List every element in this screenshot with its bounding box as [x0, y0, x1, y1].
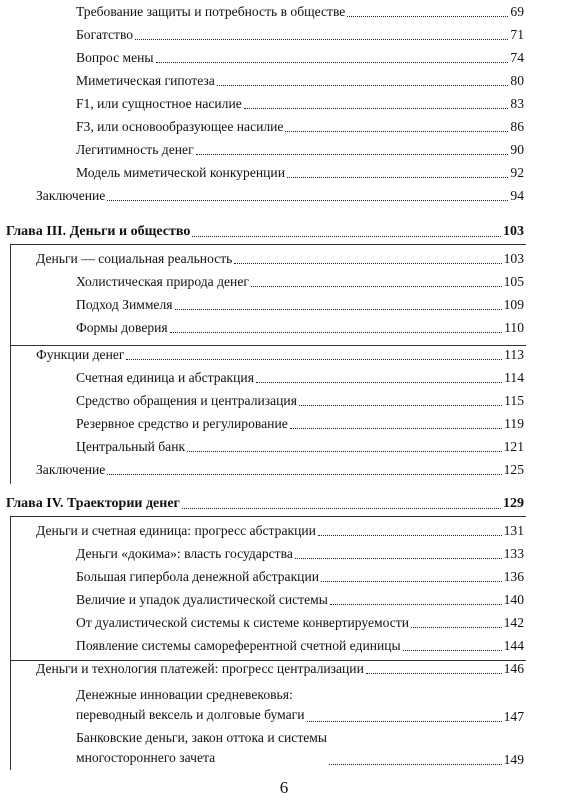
entry-title: Глава IV. Траектории денег — [6, 496, 180, 511]
page-ref: 142 — [503, 615, 524, 630]
entry-title: От дуалистической системы к системе конвертируемости — [76, 615, 410, 630]
entry-title: Большая гипербола денежной абстракции — [76, 569, 320, 584]
toc-entry — [76, 728, 524, 768]
entry-title: Холистическая природа денег — [76, 274, 249, 289]
page-ref: 90 — [510, 142, 524, 157]
entry-title — [76, 728, 327, 768]
dot-leader — [411, 627, 502, 628]
page-ref: 103 — [503, 251, 524, 266]
page-ref: 114 — [504, 370, 524, 385]
entry-title: Требование защиты и потребность в обществе — [76, 4, 346, 19]
toc-entry — [76, 592, 524, 608]
dot-leader — [217, 85, 509, 86]
toc-entry — [36, 347, 524, 363]
entry-title: Заключение — [36, 188, 106, 203]
toc-entry — [76, 274, 524, 290]
entry-title: Деньги и счетная единица: прогресс абстракции — [36, 523, 316, 538]
page-number: 6 — [279, 778, 289, 797]
dot-leader — [290, 428, 502, 429]
entry-title-line: многостороннего зачета — [76, 750, 216, 765]
toc-entry — [76, 685, 524, 725]
entry-title-line: переводный вексель и долговые бумаги — [76, 707, 305, 722]
page-ref: 92 — [510, 165, 524, 180]
page-ref: 131 — [503, 523, 524, 538]
section-divider — [10, 660, 526, 661]
dot-leader — [307, 721, 502, 722]
dot-leader — [285, 131, 508, 132]
page-ref: 129 — [503, 496, 524, 511]
page-ref: 105 — [503, 274, 524, 289]
toc-entry — [76, 439, 524, 455]
entry-title-line: Денежные инновации средневековья: — [76, 687, 293, 702]
dot-leader — [256, 382, 502, 383]
entry-title: Деньги «докима»: власть государства — [76, 546, 293, 561]
toc-entry — [76, 297, 524, 313]
toc-entry — [76, 615, 524, 631]
page-ref: 147 — [503, 709, 524, 724]
entry-title: Резервное средство и регулирование — [76, 416, 288, 431]
page-ref: 146 — [503, 661, 524, 676]
page-ref: 144 — [503, 638, 524, 653]
page-ref: 74 — [510, 50, 524, 65]
dot-leader — [107, 200, 508, 201]
page-ref: 94 — [510, 188, 524, 203]
chapter-entry — [6, 224, 524, 240]
toc-entry — [76, 546, 524, 562]
toc-entry — [76, 4, 524, 20]
entry-title: Заключение — [36, 462, 106, 477]
dot-leader — [295, 558, 502, 559]
dot-leader — [156, 62, 509, 63]
toc-entry — [76, 96, 524, 112]
page-ref: 149 — [503, 752, 524, 767]
dot-leader — [329, 764, 502, 765]
toc-entry — [76, 73, 524, 89]
entry-title: Легитимность денег — [76, 142, 194, 157]
section-divider — [10, 244, 526, 245]
toc-entry — [36, 462, 524, 478]
toc-entry — [76, 638, 524, 654]
entry-title: Деньги — социальная реальность — [36, 251, 233, 266]
dot-leader — [330, 604, 502, 605]
toc-entry — [76, 50, 524, 66]
toc-entry — [76, 165, 524, 181]
dot-leader — [170, 332, 502, 333]
chapter-entry — [6, 496, 524, 512]
page-ref: 80 — [510, 73, 524, 88]
entry-title: Формы доверия — [76, 320, 168, 335]
toc-entry — [36, 251, 524, 267]
dot-leader — [321, 581, 502, 582]
entry-title: Модель миметической конкуренции — [76, 165, 285, 180]
entry-title: Глава III. Деньги и общество — [6, 224, 191, 239]
toc-entry — [76, 416, 524, 432]
toc-entry — [76, 119, 524, 135]
dot-leader — [244, 108, 509, 109]
entry-title: Миметическая гипотеза — [76, 73, 215, 88]
toc-entry — [76, 569, 524, 585]
entry-title — [76, 685, 305, 725]
toc-entry — [36, 188, 524, 204]
toc-entry — [76, 142, 524, 158]
dot-leader — [251, 286, 502, 287]
entry-title: Появление системы самореферентной счетной единицы — [76, 638, 401, 653]
entry-title: Деньги и технология платежей: прогресс централизации — [36, 661, 364, 676]
entry-title: Центральный банк — [76, 439, 186, 454]
toc-entry — [76, 27, 524, 43]
section-divider — [10, 516, 526, 517]
dot-leader — [347, 16, 508, 17]
entry-title: Богатство — [76, 27, 134, 42]
dot-leader — [299, 405, 502, 406]
page-ref: 119 — [504, 416, 524, 431]
dot-leader — [196, 154, 509, 155]
toc-entry — [76, 393, 524, 409]
dot-leader — [403, 650, 502, 651]
entry-title: Подход Зиммеля — [76, 297, 173, 312]
dot-leader — [287, 177, 508, 178]
page-ref: 115 — [504, 393, 524, 408]
entry-title: Счетная единица и абстракция — [76, 370, 254, 385]
section-bracket — [10, 516, 11, 770]
dot-leader — [107, 474, 501, 475]
dot-leader — [318, 535, 502, 536]
page-ref: 109 — [503, 297, 524, 312]
toc-entry — [76, 320, 524, 336]
dot-leader — [182, 508, 501, 509]
page-ref: 125 — [503, 462, 524, 477]
section-divider — [10, 345, 526, 346]
toc-entry — [36, 661, 524, 677]
dot-leader — [366, 673, 502, 674]
dot-leader — [175, 309, 502, 310]
page-ref: 83 — [510, 96, 524, 111]
page-ref: 69 — [510, 4, 524, 19]
toc-entry — [36, 523, 524, 539]
page-ref: 110 — [504, 320, 524, 335]
page-ref: 133 — [503, 546, 524, 561]
page-ref: 103 — [503, 224, 524, 239]
entry-title: Средство обращения и централизация — [76, 393, 297, 408]
entry-title: Величие и упадок дуалистической системы — [76, 592, 328, 607]
page-ref: 71 — [510, 27, 524, 42]
entry-title: F3, или основообразующее насилие — [76, 119, 284, 134]
entry-title: Функции денег — [36, 347, 125, 362]
entry-title-line: Банковские деньги, закон оттока и системы — [76, 730, 328, 745]
dot-leader — [234, 263, 501, 264]
page-ref: 136 — [503, 569, 524, 584]
dot-leader — [135, 39, 508, 40]
toc-entry — [76, 370, 524, 386]
page-ref: 140 — [503, 592, 524, 607]
dot-leader — [126, 359, 502, 360]
dot-leader — [192, 236, 501, 237]
entry-title: F1, или сущностное насилие — [76, 96, 242, 111]
page-ref: 121 — [503, 439, 524, 454]
dot-leader — [187, 451, 502, 452]
section-bracket — [10, 244, 11, 484]
page-ref: 86 — [510, 119, 524, 134]
entry-title: Вопрос мены — [76, 50, 154, 65]
page-ref: 113 — [504, 347, 524, 362]
